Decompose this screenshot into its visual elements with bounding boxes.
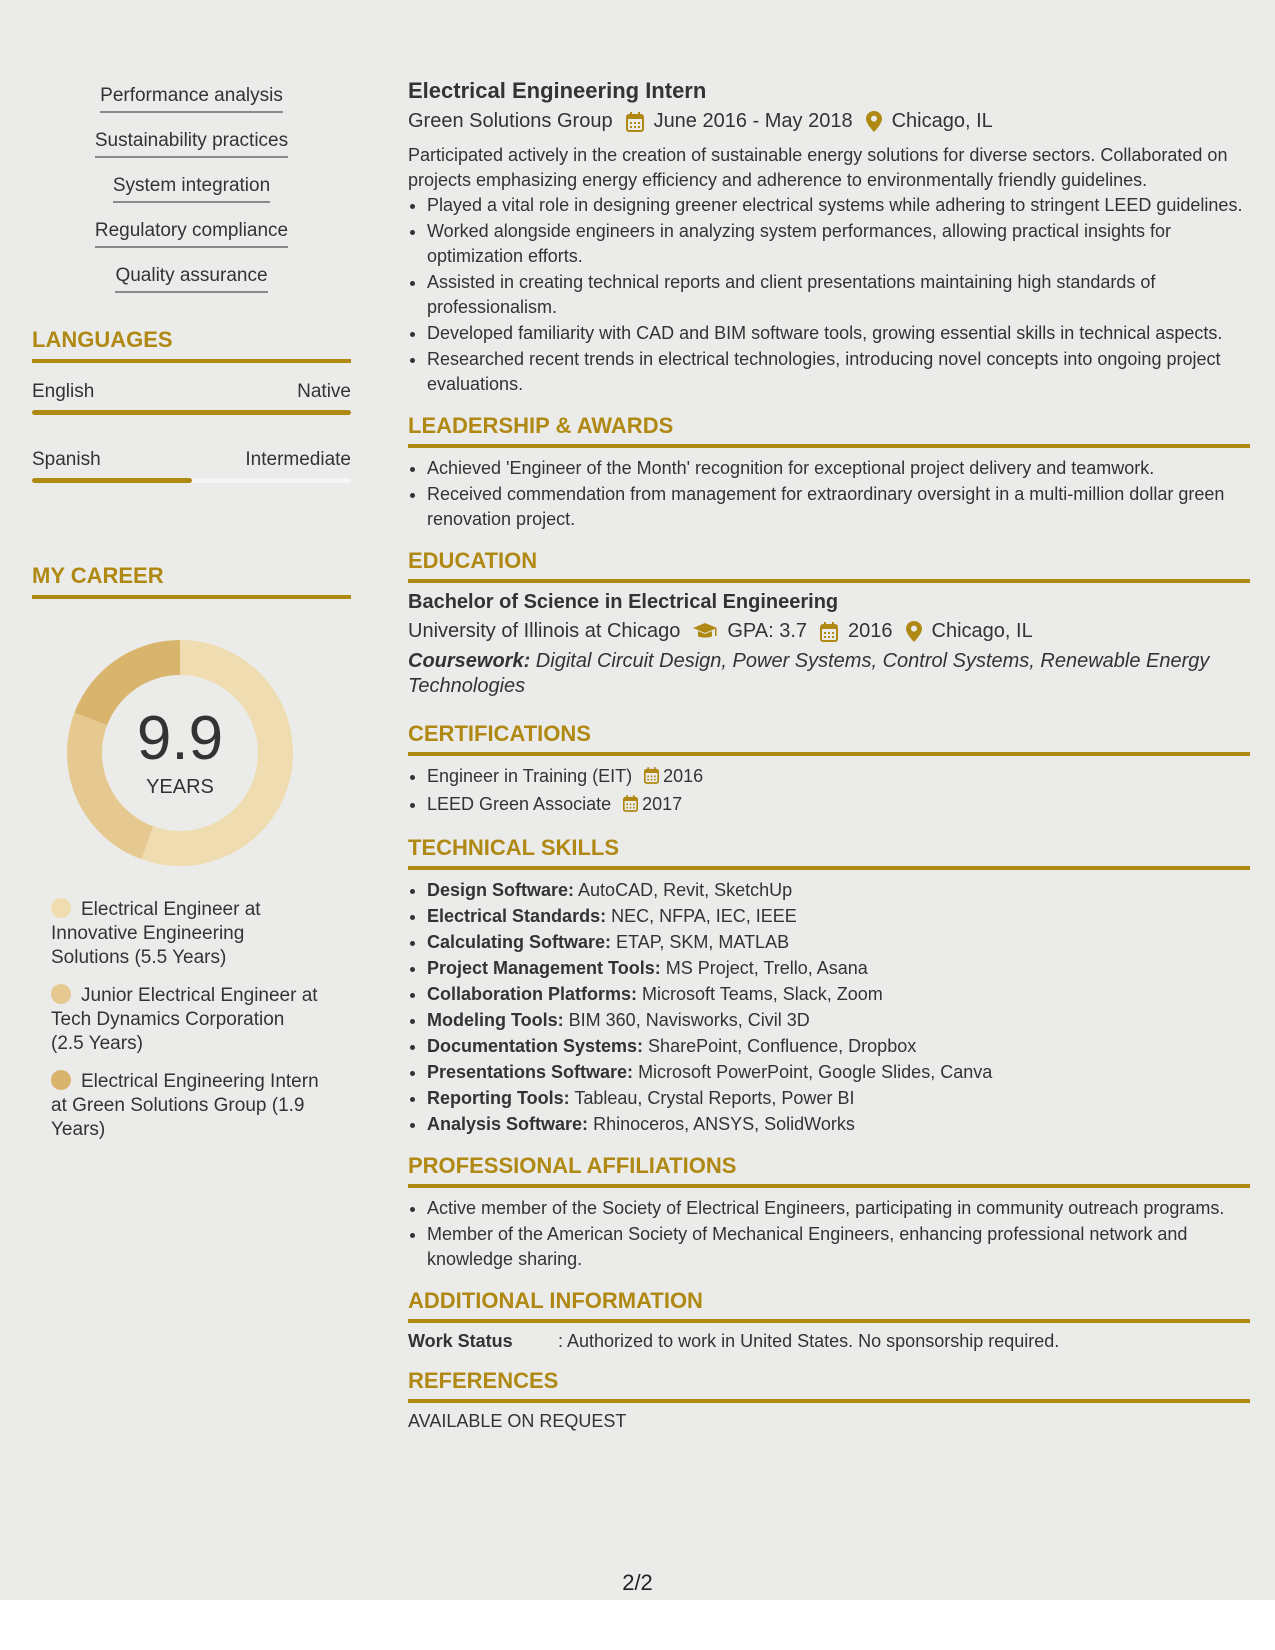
calendar-icon — [820, 622, 838, 642]
language-english — [32, 381, 351, 415]
list-item: • Design Software: AutoCAD, Revit, SketchUp — [427, 878, 1250, 903]
education-degree: Bachelor of Science in Electrical Engineering — [408, 591, 839, 613]
affiliations-heading: PROFESSIONAL AFFILIATIONS — [408, 1153, 1250, 1188]
list-item: • Received commendation from management for extraordinary oversight in a multi-million dollar green renovation project. — [427, 482, 1250, 532]
education-heading: EDUCATION — [408, 548, 1250, 583]
skills-list — [32, 85, 351, 293]
list-item: • Presentations Software: Microsoft PowerPoint, Google Slides, Canva — [427, 1060, 1250, 1085]
language-level: Intermediate — [245, 449, 351, 470]
work-status — [408, 1331, 1250, 1352]
references-text: AVAILABLE ON REQUEST — [408, 1411, 627, 1431]
list-item: • Project Management Tools: MS Project, Trello, Asana — [427, 956, 1250, 981]
additional-info-heading: ADDITIONAL INFORMATION — [408, 1288, 1250, 1323]
coursework-list: Digital Circuit Design, Power Systems, Control Systems, Renewable Energy Technologies — [408, 650, 1210, 697]
graduation-cap-icon — [693, 623, 717, 641]
skill-item: Regulatory compliance — [32, 220, 351, 248]
list-item: • Reporting Tools: Tableau, Crystal Reports, Power BI — [427, 1086, 1250, 1111]
job-summary: Participated actively in the creation of sustainable energy solutions for diverse sectors. Collaborated on projects emphasizing energy efficiency and adherence to environmentally friendly guidelines. — [408, 145, 1228, 190]
calendar-icon — [623, 794, 638, 819]
career-legend-item: Junior Electrical Engineer at Tech Dynamics Corporation (2.5 Years) — [51, 985, 318, 1054]
legend-dot — [51, 1070, 71, 1090]
language-bar-fill — [32, 410, 351, 415]
education-school: University of Illinois at Chicago — [408, 620, 681, 642]
list-item: • LEED Green Associate 2017 — [427, 792, 1250, 819]
list-item: • Worked alongside engineers in analyzing system performances, allowing practical insights for optimization efforts. — [427, 219, 1250, 269]
affiliations-list — [427, 1196, 1250, 1272]
job-title: Electrical Engineering Intern — [408, 78, 707, 103]
career-legend-item: Electrical Engineering Intern at Green Solutions Group (1.9 Years) — [51, 1071, 319, 1140]
list-item: • Analysis Software: Rhinoceros, ANSYS, SolidWorks — [427, 1112, 1250, 1137]
language-spanish — [32, 449, 351, 483]
languages-heading: LANGUAGES — [32, 327, 351, 363]
education-location: Chicago, IL — [931, 620, 1033, 642]
job-bullets — [427, 193, 1250, 397]
technical-skills-list — [427, 878, 1250, 1137]
education-coursework — [408, 649, 1250, 699]
language-bar — [32, 410, 351, 415]
map-pin-icon — [906, 621, 922, 642]
page-number: 2/2 — [622, 1570, 653, 1595]
job-meta — [408, 110, 1250, 133]
language-name: English — [32, 381, 95, 402]
leadership-list — [427, 456, 1250, 532]
map-pin-icon — [866, 111, 882, 132]
list-item: • Achieved 'Engineer of the Month' recognition for exceptional project delivery and teamwork. — [427, 456, 1250, 481]
left-column — [32, 85, 351, 1156]
list-item: • Electrical Standards: NEC, NFPA, IEC, IEEE — [427, 904, 1250, 929]
job-dates: June 2016 - May 2018 — [653, 110, 853, 132]
list-item: • Calculating Software: ETAP, SKM, MATLAB — [427, 930, 1250, 955]
work-status-value: : Authorized to work in United States. No sponsorship required. — [558, 1331, 1060, 1351]
list-item: • Member of the American Society of Mechanical Engineers, enhancing professional network and knowledge sharing. — [427, 1222, 1250, 1272]
skill-item: Quality assurance — [32, 265, 351, 293]
calendar-icon — [626, 112, 644, 132]
certifications-heading: CERTIFICATIONS — [408, 721, 1250, 756]
coursework-label: Coursework: — [408, 650, 531, 672]
language-name: Spanish — [32, 449, 101, 470]
legend-dot — [51, 898, 71, 918]
career-legend-item: Electrical Engineer at Innovative Engineering Solutions (5.5 Years) — [51, 899, 261, 968]
list-item: • Assisted in creating technical reports and client presentations maintaining high standards of professionalism. — [427, 270, 1250, 320]
language-level: Native — [297, 381, 351, 402]
job-company: Green Solutions Group — [408, 110, 613, 132]
list-item: • Active member of the Society of Electrical Engineers, participating in community outreach programs. — [427, 1196, 1250, 1221]
technical-skills-heading: TECHNICAL SKILLS — [408, 835, 1250, 870]
list-item: • Developed familiarity with CAD and BIM software tools, growing essential skills in technical aspects. — [427, 321, 1250, 346]
job-location: Chicago, IL — [891, 110, 993, 132]
calendar-icon — [644, 766, 659, 791]
language-bar — [32, 478, 351, 483]
references-heading: REFERENCES — [408, 1368, 1250, 1403]
career-heading: MY CAREER — [32, 563, 351, 599]
skill-item: Sustainability practices — [32, 130, 351, 158]
career-legend — [32, 898, 322, 1142]
career-total-years: 9.9 — [136, 704, 224, 773]
list-item: • Collaboration Platforms: Microsoft Teams, Slack, Zoom — [427, 982, 1250, 1007]
leadership-heading: LEADERSHIP & AWARDS — [408, 413, 1250, 448]
list-item: • Played a vital role in designing greener electrical systems while adhering to stringent LEED guidelines. — [427, 193, 1250, 218]
skill-item: System integration — [32, 175, 351, 203]
list-item: • Researched recent trends in electrical technologies, introducing novel concepts into ongoing project evaluations. — [427, 347, 1250, 397]
career-donut-chart — [65, 638, 295, 868]
legend-dot — [51, 984, 71, 1004]
education-gpa: GPA: 3.7 — [727, 620, 808, 642]
right-column — [408, 78, 1250, 1432]
list-item: • Modeling Tools: BIM 360, Navisworks, Civil 3D — [427, 1008, 1250, 1033]
list-item: • Engineer in Training (EIT) 2016 — [427, 764, 1250, 791]
language-bar-fill — [32, 478, 192, 483]
career-years-label: YEARS — [146, 776, 214, 798]
work-status-label: Work Status — [408, 1331, 513, 1351]
skill-item: Performance analysis — [32, 85, 351, 113]
education-year: 2016 — [848, 620, 893, 642]
education-meta — [408, 620, 1250, 643]
list-item: • Documentation Systems: SharePoint, Confluence, Dropbox — [427, 1034, 1250, 1059]
certifications-list — [427, 764, 1250, 819]
